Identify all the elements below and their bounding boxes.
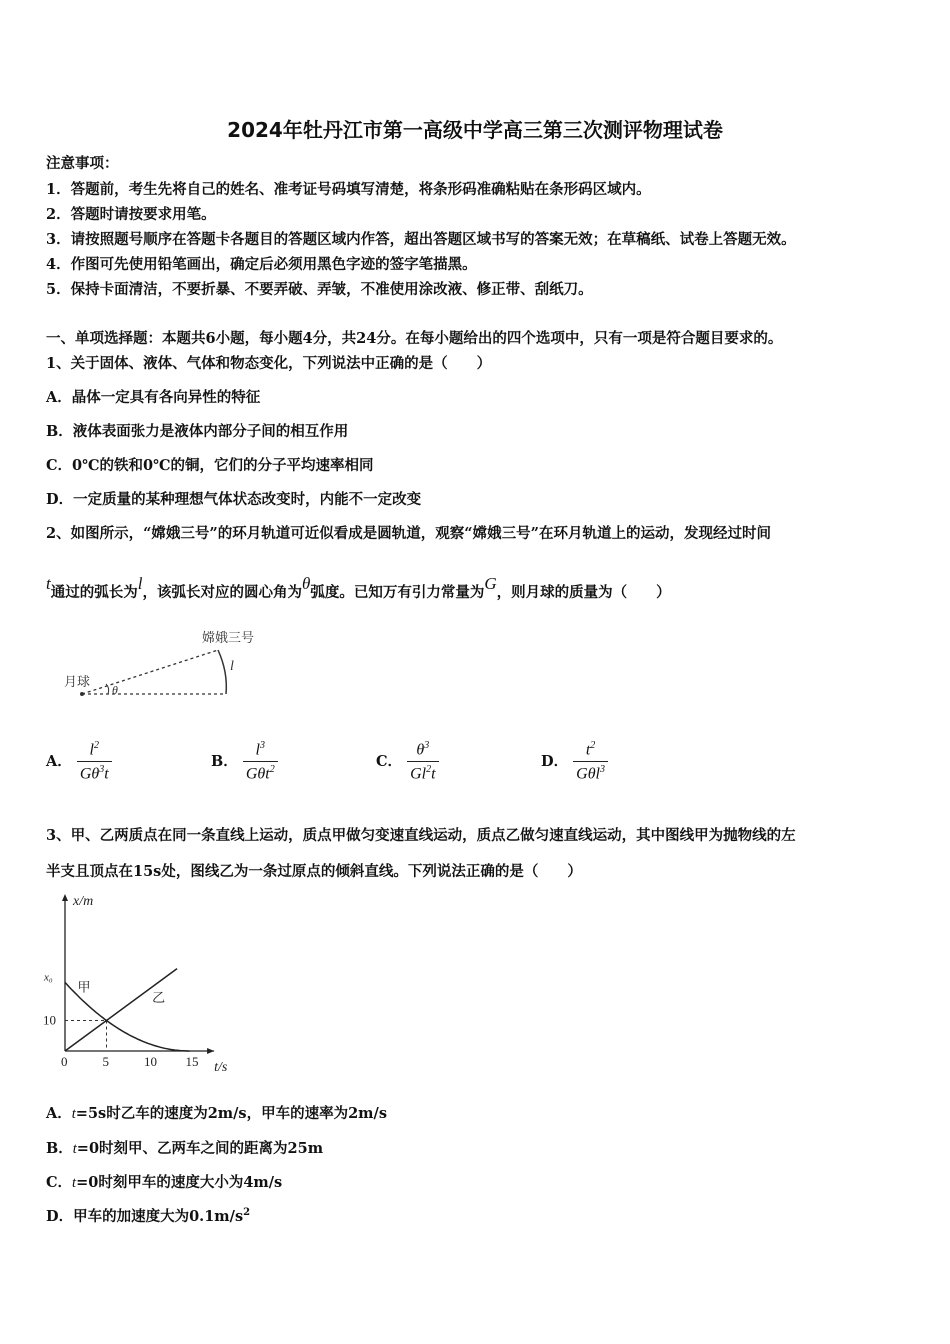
q2-stem-line2: t通过的弧长为l，该弧长对应的圆心角为θ弧度。已知万有引力常量为G，则月球的质量为（ ） [46,574,671,601]
notice-item: 5．保持卡面清洁，不要折暴、不要弄破、弄皱，不准使用涂改液、修正带、刮纸刀。 [46,281,593,298]
satellite-label: 嫦娥三号 [202,630,255,645]
moon-label: 月球 [64,674,91,689]
q2-option-c: C． $\frac{\theta^3}{Gl^2t}$ [376,740,439,784]
q1-option: C．0℃的铁和0℃的铜，它们的分子平均速率相同 [46,457,374,474]
x-t-chart [40,888,250,1078]
x-tick-label: 10 [144,1054,157,1069]
arc-path [218,650,226,694]
x-axis-label: t/s [214,1060,228,1075]
q3-stem-line2: 半支且顶点在15s处，图线乙为一条过原点的倾斜直线。下列说法正确的是（ ） [46,863,582,880]
q3-option: B．t=0时刻甲、乙两车之间的距离为25m [46,1140,324,1157]
angle-label: θ [112,683,118,697]
notice-item: 2．答题时请按要求用笔。 [46,206,216,223]
q3-option: A．t=5s时乙车的速度为2m/s，甲车的速率为2m/s [46,1105,387,1122]
x-tick-label: 5 [102,1054,109,1069]
y-axis-arrow [62,894,68,901]
x-tick-label: 0 [61,1054,68,1069]
q2-stem: 2、如图所示，“嫦娥三号”的环月轨道可近似看成是圆轨道，观察“嫦娥三号”在环月轨道上的运动，发现经过时间 [46,525,771,542]
series-jia-label: 甲 [77,979,91,995]
q1-option: A．晶体一定具有各向异性的特征 [46,389,261,406]
q3-option: C．t=0时刻甲车的速度大小为4m/s [46,1174,283,1191]
q2-option-b: B． $\frac{l^3}{G\theta t^2}$ [211,740,278,784]
symbol-G: G [484,574,497,593]
y-tick-label: 10 [43,1012,56,1028]
series-yi-label: 乙 [152,990,166,1006]
q1-option: B．液体表面张力是液体内部分子间的相互作用 [46,423,349,440]
q1-option: D．一定质量的某种理想气体状态改变时，内能不一定改变 [46,491,422,508]
q1-stem: 1、关于固体、液体、气体和物态变化，下列说法中正确的是（ ） [46,355,492,372]
moon-center [80,692,84,696]
notice-item: 3．请按照题号顺序在答题卡各题目的答题区域内作答，超出答题区域书写的答案无效；在草稿纸、试卷上答题无效。 [46,231,796,248]
symbol-theta: θ [301,574,311,593]
q3-stem: 3、甲、乙两质点在同一条直线上运动，质点甲做匀变速直线运动，质点乙做匀速直线运动，其中图线甲为抛物线的左 [46,827,796,844]
x-tick-label: 15 [185,1054,199,1069]
x0-marker-label: x₀ [44,971,53,984]
symbol-l: l [137,574,143,593]
page-title: 2024年牡丹江市第一高级中学高三第三次测评物理试卷 [227,118,723,142]
y-axis-label: x/m [73,894,94,909]
x-axis-arrow [207,1048,214,1054]
moon-orbit-figure [60,622,290,708]
q3-option: D．甲车的加速度大为$0.1m/s^2$ [46,1207,251,1225]
q2-option-d: D． $\frac{t^2}{G\theta l^3}$ [541,740,608,784]
section-heading: 一、单项选择题：本题共6小题，每小题4分，共24分。在每小题给出的四个选项中，只有一项是符合题目要求的。 [46,330,783,347]
arc-label: l [230,659,234,674]
symbol-t: t [46,574,51,593]
notice-item: 4．作图可先使用铅笔画出，确定后必须用黑色字迹的签字笔描黑。 [46,256,477,273]
notice-item: 1．答题前，考生先将自己的姓名、准考证号码填写清楚，将条形码准确粘贴在条形码区域内。 [46,181,651,198]
notice-heading: 注意事项： [46,155,119,172]
radius-line [82,650,218,694]
q2-option-a: A． $\frac{l^2}{G\theta^3t}$ [46,740,112,784]
